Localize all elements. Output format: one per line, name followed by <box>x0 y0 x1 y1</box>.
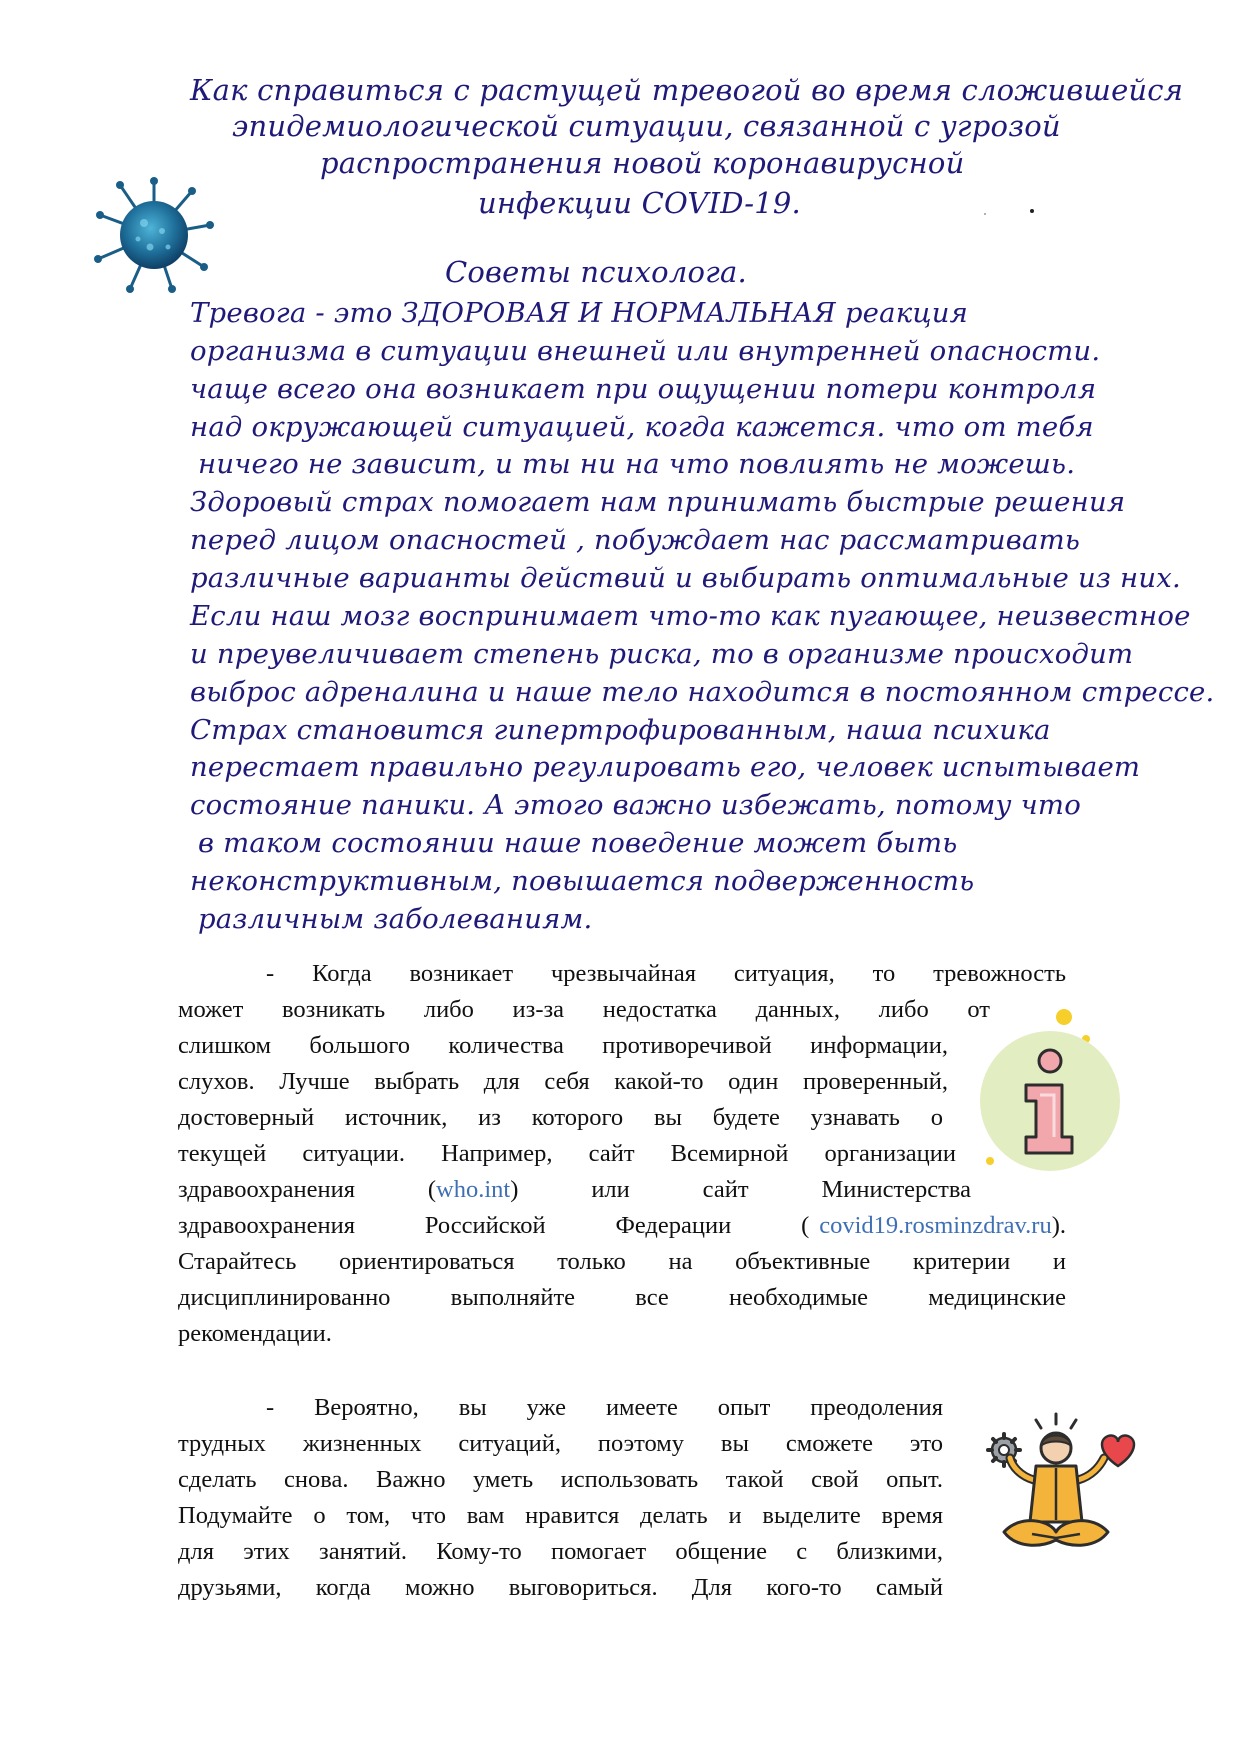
intro-line: ничего не зависит, и ты ни на что повлиять не можешь. <box>198 448 1076 480</box>
stray-dot <box>984 213 986 215</box>
paragraph-word: здравоохранения <box>178 1212 355 1239</box>
intro-line: чаще всего она возникает при ощущении потери контроля <box>190 373 1097 405</box>
intro-line: различным заболеваниям. <box>198 903 593 935</box>
intro-line: Если наш мозг воспринимает что-то как пугающее, неизвестное <box>190 600 1191 632</box>
paragraph-word: сайт <box>702 1176 749 1203</box>
paragraph-line: - Когда возникает чрезвычайная ситуация, то тревожность <box>266 960 1066 987</box>
paragraph-word: Федерации <box>615 1212 732 1239</box>
paragraph-2 <box>178 1390 943 1606</box>
paragraph-word: здравоохранения <box>178 1176 355 1203</box>
paragraph-line: сделать снова. Важно уметь использовать такой свой опыт. <box>178 1466 943 1493</box>
intro-line: выброс адреналина и наше тело находится в постоянном стрессе. <box>190 676 1215 708</box>
intro-line: перестает правильно регулировать его, человек испытывает <box>190 751 1141 783</box>
intro-line: состояние паники. А этого важно избежать, потому что <box>190 789 1081 821</box>
meditation-person-icon <box>980 1410 1155 1570</box>
paragraph-word: Министерства <box>821 1176 971 1203</box>
paragraph-line: Подумайте о том, что вам нравится делать и выделите время <box>178 1502 943 1529</box>
title-line: инфекции COVID-19. <box>478 186 801 220</box>
paren: ) <box>510 1176 519 1203</box>
paragraph-word <box>428 1172 519 1208</box>
paragraph-line: рекомендации. <box>178 1320 332 1347</box>
intro-line: различные варианты действий и выбирать оптимальные из них. <box>190 562 1181 594</box>
paragraph-line: достоверный источник, из которого вы будете узнавать о <box>178 1104 943 1131</box>
paragraph-line <box>178 1208 1066 1244</box>
paragraph-line: - Вероятно, вы уже имеете опыт преодоления <box>266 1394 943 1421</box>
paragraph-line: дисциплинированно выполняйте все необходимые медицинские <box>178 1284 1066 1311</box>
paragraph-line: может возникать либо из-за недостатка данных, либо от <box>178 996 990 1023</box>
paragraph-line: слухов. Лучше выбрать для себя какой-то один проверенный, <box>178 1068 948 1095</box>
subtitle: Советы психолога. <box>445 255 747 289</box>
paragraph-line: слишком большого количества противоречивой информации, <box>178 1032 948 1059</box>
intro-line: неконструктивным, повышается подверженность <box>190 865 975 897</box>
paren: ( <box>427 1176 437 1203</box>
intro-line: перед лицом опасностей , побуждает нас рассматривать <box>190 524 1081 556</box>
paragraph-word: ( <box>801 1212 810 1239</box>
intro-line: и преувеличивает степень риска, то в организме происходит <box>190 638 1134 670</box>
intro-line: Здоровый страх помогает нам принимать быстрые решения <box>190 486 1126 518</box>
intro-line: Тревога - это ЗДОРОВАЯ И НОРМАЛЬНАЯ реакция <box>190 297 969 329</box>
who-link[interactable]: who.int <box>436 1176 511 1203</box>
title-line: распространения новой коронавирусной <box>320 146 965 180</box>
paragraph-word <box>819 1208 1066 1244</box>
virus-icon <box>92 175 217 295</box>
intro-line: над окружающей ситуацией, когда кажется. что от тебя <box>190 411 1094 443</box>
paragraph-words <box>178 1208 819 1244</box>
paren: ). <box>1051 1212 1066 1239</box>
paragraph-word: Российской <box>424 1212 546 1239</box>
paragraph-line: для этих занятий. Кому-то помогает общение с близкими, <box>178 1538 943 1565</box>
info-icon <box>962 1005 1137 1175</box>
stray-dot <box>1030 209 1034 213</box>
paragraph-line: друзьями, когда можно выговориться. Для кого-то самый <box>178 1574 943 1601</box>
paragraph-line <box>178 1172 971 1208</box>
title-line: эпидемиологической ситуации, связанной с угрозой <box>232 109 1061 143</box>
intro-line: Страх становится гипертрофированным, наша психика <box>190 714 1051 746</box>
rosminzdrav-link[interactable]: covid19.rosminzdrav.ru <box>819 1212 1052 1239</box>
paragraph-line: трудных жизненных ситуаций, поэтому вы сможете это <box>178 1430 943 1457</box>
paragraph-1 <box>178 956 1066 1352</box>
paragraph-line: текущей ситуации. Например, сайт Всемирной организации <box>178 1140 956 1167</box>
title-line: Как справиться с растущей тревогой во время сложившейся <box>190 73 1184 107</box>
paragraph-line: Старайтесь ориентироваться только на объективные критерии и <box>178 1248 1066 1275</box>
intro-line: в таком состоянии наше поведение может быть <box>198 827 958 859</box>
intro-line: организма в ситуации внешней или внутренней опасности. <box>190 335 1101 367</box>
paragraph-word: или <box>591 1176 630 1203</box>
